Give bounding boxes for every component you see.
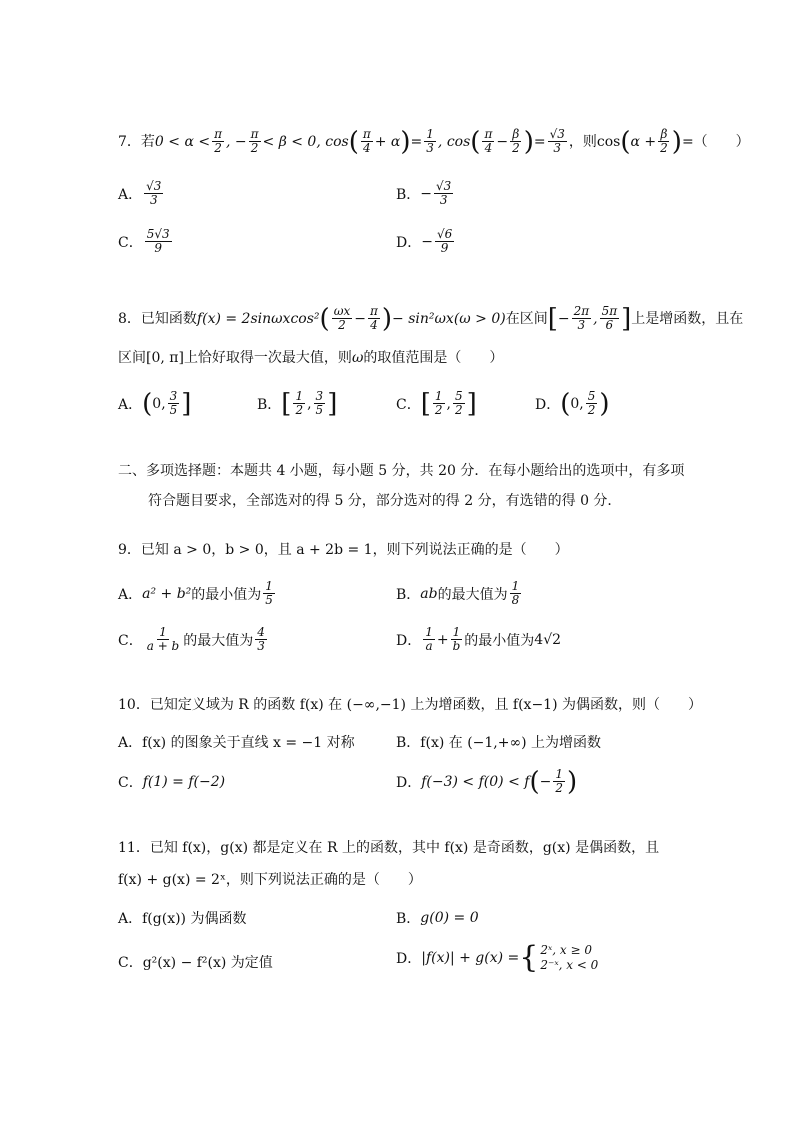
q7-option-c[interactable]: C． $\frac{5√3}{9}$ [118, 227, 170, 255]
q11-option-a[interactable]: A． f(g(x)) 为偶函数 [118, 911, 247, 927]
q9-option-c[interactable]: C． $\frac{1}{a + b}$ 的最大值为 $\frac{4}{3}$ [118, 625, 265, 653]
q9-option-a[interactable]: A． a² + b² 的最小值为 $\frac{1}{5}$ [118, 579, 273, 607]
q9-option-d[interactable]: D． $\frac{1}{a}$ + $\frac{1}{b}$ 的最小值为 4√2 [396, 625, 562, 653]
q7-option-a[interactable]: A． $\frac{√3}{3}$ [118, 179, 162, 207]
q11-option-d[interactable]: D． |f(x)| + g(x) = { 2ˣ, x ≥ 0 2⁻ˣ, x < 0 [396, 940, 599, 975]
question-11-stem-line2: f(x) + g(x) = 2ˣ，则下列说法正确的是（ ） [118, 872, 422, 888]
question-11-stem-line1: 11．已知 f(x)，g(x) 都是定义在 R 上的函数，其中 f(x) 是奇函数，g(x) 是偶函数，且 [118, 840, 660, 856]
q10-option-c[interactable]: C． f(1) = f(−2) [118, 774, 226, 791]
question-9-stem: 9．已知 a > 0，b > 0，且 a + 2b = 1，则下列说法正确的是（ ） [118, 542, 569, 558]
q9-option-b[interactable]: B． ab 的最大值为 $\frac{1}{8}$ [396, 579, 520, 607]
q8-option-b[interactable]: B． [ $\frac{1}{2}$ , $\frac{3}{5}$ ] [257, 388, 338, 419]
question-7-stem: 7．若 0 < α < $\frac{\pi}{2}$ , − $\frac{\pi}{2}$ < β < 0, cos ( $\frac{\pi}{4}$ + α ) = $\frac{1}{3}$ , cos ( $\frac{\pi}{4}$ − $\frac{\beta}{2}$ ) = $\frac{√3}{3}$ ，则 cos ( α + $\frac{\beta}{2}$ ) =（ ） [118, 126, 750, 157]
q7-option-b[interactable]: B． − $\frac{√3}{3}$ [396, 179, 452, 207]
question-8-stem-line1: 8．已知函数 f(x) = 2sinωxcos² ( $\frac{\omega x}{2}$ − $\frac{\pi}{4}$ ) − sin²ωx(ω > 0) 在区间 [ − $\frac{2\pi}{3}$ , $\frac{5\pi}{6}$ ] 上是增函数，且在 [118, 303, 744, 334]
q7-number: 7．若 [118, 133, 155, 150]
q8-option-a[interactable]: A． ( 0, $\frac{3}{5}$ ] [118, 388, 192, 419]
question-10-stem: 10．已知定义域为 R 的函数 f(x) 在 (−∞,−1) 上为增函数，且 f(x−1) 为偶函数，则（ ） [118, 697, 702, 713]
section-2-instructions: 二、多项选择题：本题共 4 小题，每小题 5 分，共 20 分．在每小题给出的选项中，有多项 符合题目要求，全部选对的得 5 分，部分选对的得 2 分，有选错的得 0 分． [118, 463, 685, 509]
q10-option-a[interactable]: A． f(x) 的图象关于直线 x = −1 对称 [118, 735, 355, 751]
q8-option-d[interactable]: D． ( 0, $\frac{5}{2}$ ) [535, 388, 610, 419]
q8-option-c[interactable]: C． [ $\frac{1}{2}$ , $\frac{5}{2}$ ] [396, 388, 477, 419]
q10-option-b[interactable]: B． f(x) 在 (−1,+∞) 上为增函数 [396, 735, 602, 751]
q11-option-c[interactable]: C． g²(x) − f²(x) 为定值 [118, 955, 273, 971]
question-8-stem-line2: 区间 [0, π] 上恰好取得一次最大值，则 ω 的取值范围是（ ） [118, 350, 504, 366]
q10-option-d[interactable]: D． f(−3) < f(0) < f ( − $\frac{1}{2}$ ) [396, 766, 578, 797]
q7-option-d[interactable]: D． − $\frac{√6}{9}$ [396, 227, 453, 255]
q11-option-b[interactable]: B． g(0) = 0 [396, 910, 479, 927]
